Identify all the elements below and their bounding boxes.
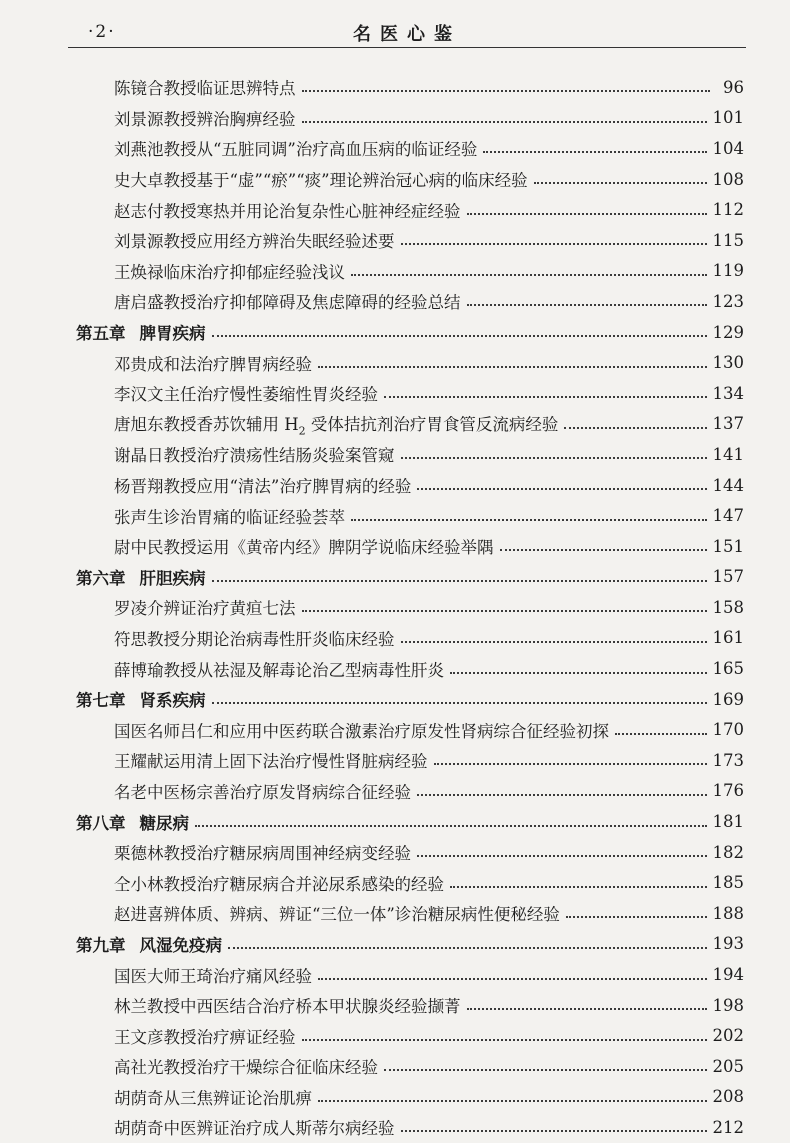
chapter-title: [76, 687, 206, 711]
page-ref: 151: [712, 536, 744, 556]
page-ref: 182: [712, 842, 744, 862]
entry-title: 罗凌介辨证治疗黄疸七法: [114, 599, 296, 619]
entry-title: 史大卓教授基于“虚”“瘀”“痰”理论辨治冠心病的临床经验: [114, 171, 528, 191]
page-ref: 198: [712, 995, 744, 1015]
chapter-number: 第八章: [76, 813, 126, 833]
dot-leader: [195, 825, 707, 827]
dot-leader: [483, 151, 706, 153]
chapter-title: [76, 565, 206, 589]
page-ref: 144: [712, 475, 744, 495]
toc-entry-row: [0, 623, 790, 654]
page-ref: 185: [712, 873, 744, 893]
toc-entry-row: [0, 225, 790, 256]
toc-entry-row: [0, 1051, 790, 1082]
chapter-number: 第五章: [76, 324, 126, 344]
entry-title-subscript: 2: [298, 423, 306, 437]
dot-leader: [302, 121, 707, 123]
dot-leader: [401, 641, 707, 643]
toc-chapter-row: [0, 929, 790, 960]
page-ref: 205: [712, 1056, 744, 1076]
dot-leader: [212, 580, 707, 582]
page-ref: 104: [712, 138, 744, 158]
dot-leader: [566, 916, 707, 918]
page-ref: 123: [712, 291, 744, 311]
chapter-number: 第七章: [76, 691, 126, 711]
entry-title: 邓贵成和法治疗脾胃病经验: [114, 354, 312, 374]
toc-entry-row: [0, 776, 790, 807]
dot-leader: [417, 855, 707, 857]
dot-leader: [467, 1008, 707, 1010]
entry-title: 符思教授分期论治病毒性肝炎临床经验: [114, 629, 395, 649]
page-ref: 173: [712, 750, 744, 770]
toc-entry-row: [0, 1020, 790, 1051]
entry-title: [114, 411, 558, 437]
dot-leader: [318, 978, 707, 980]
page-ref: 169: [712, 689, 744, 709]
entry-title: 国医大师王琦治疗痛风经验: [114, 966, 312, 986]
toc-entry-row: [0, 133, 790, 164]
entry-title: 唐启盛教授治疗抑郁障碍及焦虑障碍的经验总结: [114, 293, 461, 313]
dot-leader: [434, 763, 707, 765]
page-header: [68, 18, 746, 46]
entry-title: 林兰教授中西医结合治疗桥本甲状腺炎经验撷菁: [114, 997, 461, 1017]
toc-entry-row: [0, 500, 790, 531]
page-ref: 112: [712, 200, 744, 220]
entry-title: 胡荫奇中医辨证治疗成人斯蒂尔病经验: [114, 1119, 395, 1139]
dot-leader: [351, 519, 707, 521]
toc-entry-row: [0, 164, 790, 195]
entry-title: 尉中民教授运用《黄帝内经》脾阴学说临床经验举隅: [114, 538, 494, 558]
page-ref: 208: [712, 1087, 744, 1107]
entry-title: 名老中医杨宗善治疗原发肾病综合征经验: [114, 782, 411, 802]
entry-title: 薛博瑜教授从祛湿及解毒论治乙型病毒性肝炎: [114, 660, 444, 680]
chapter-title: [76, 810, 189, 834]
page-ref: 176: [712, 781, 744, 801]
entry-title: 赵进喜辨体质、辨病、辨证“三位一体”诊治糖尿病性便秘经验: [114, 905, 560, 925]
entry-title: 胡荫奇从三焦辨证论治肌痹: [114, 1088, 312, 1108]
entry-title: 刘景源教授应用经方辨治失眠经验述要: [114, 232, 395, 252]
dot-leader: [534, 182, 707, 184]
entry-title: 谢晶日教授治疗溃疡性结肠炎验案管窥: [114, 446, 395, 466]
toc-entry-row: [0, 592, 790, 623]
toc-entry-row: [0, 1082, 790, 1113]
dot-leader: [318, 366, 707, 368]
chapter-number: 第九章: [76, 935, 126, 955]
entry-title: 栗德林教授治疗糖尿病周围神经病变经验: [114, 844, 411, 864]
page-ref: 212: [712, 1117, 744, 1137]
page-ref: 119: [712, 261, 744, 281]
entry-title: 陈镜合教授临证思辨特点: [114, 79, 296, 99]
dot-leader: [302, 90, 711, 92]
page-ref: 157: [712, 567, 744, 587]
toc-chapter-row: [0, 806, 790, 837]
toc-entry-row: [0, 837, 790, 868]
toc-entry-row: [0, 103, 790, 134]
page-ref: 96: [723, 77, 744, 97]
toc-entry-row: [0, 286, 790, 317]
toc-entry-row: [0, 745, 790, 776]
page-ref: 147: [712, 506, 744, 526]
entry-title: 王文彦教授治疗痹证经验: [114, 1027, 296, 1047]
page-ref: 165: [712, 659, 744, 679]
entry-title: 杨晋翔教授应用“清法”治疗脾胃病的经验: [114, 477, 412, 497]
toc-chapter-row: [0, 562, 790, 593]
chapter-name: 脾胃疾病: [139, 324, 206, 344]
page-ref: 130: [712, 353, 744, 373]
dot-leader: [564, 427, 706, 429]
toc-entry-row: [0, 714, 790, 745]
toc-entry-row: [0, 347, 790, 378]
page-ref: 188: [712, 903, 744, 923]
page-ref: 158: [712, 597, 744, 617]
entry-title: 李汉文主任治疗慢性萎缩性胃炎经验: [114, 385, 378, 405]
page-ref: 137: [712, 414, 744, 434]
toc-entry-row: [0, 990, 790, 1021]
dot-leader: [401, 457, 707, 459]
chapter-name: 风湿免疫病: [139, 935, 222, 955]
entry-title: 高社光教授治疗干燥综合征临床经验: [114, 1058, 378, 1078]
toc-entry-row: [0, 378, 790, 409]
page-ref: 115: [712, 230, 744, 250]
page-ref: 170: [712, 720, 744, 740]
chapter-title: [76, 320, 206, 344]
dot-leader: [417, 488, 706, 490]
entry-title: 王耀献运用清上固下法治疗慢性肾脏病经验: [114, 752, 428, 772]
entry-title-part: 受体拮抗剂治疗胃食管反流病经验: [305, 414, 559, 434]
dot-leader: [384, 396, 707, 398]
entry-title: 国医名师吕仁和应用中医药联合激素治疗原发性肾病综合征经验初探: [114, 721, 609, 741]
page-ref: 193: [712, 934, 744, 954]
entry-title: 王焕禄临床治疗抑郁症经验浅议: [114, 262, 345, 282]
toc-entry-row: [0, 867, 790, 898]
toc-entry-row: [0, 409, 790, 440]
toc-chapter-row: [0, 684, 790, 715]
entry-title: 刘景源教授辨治胸痹经验: [114, 109, 296, 129]
chapter-number: 第六章: [76, 568, 126, 588]
dot-leader: [615, 733, 707, 735]
page-ref: 108: [712, 169, 744, 189]
dot-leader: [228, 947, 707, 949]
page-ref: 161: [712, 628, 744, 648]
dot-leader: [302, 1039, 707, 1041]
entry-title: 仝小林教授治疗糖尿病合并泌尿系感染的经验: [114, 874, 444, 894]
entry-title-part: 唐旭东教授香苏饮辅用 H: [114, 414, 299, 434]
page-ref: 134: [712, 383, 744, 403]
page-ref: 194: [712, 965, 744, 985]
page-ref: 141: [712, 444, 744, 464]
toc-entry-row: [0, 470, 790, 501]
toc-entry-row: [0, 1112, 790, 1143]
toc-chapter-row: [0, 317, 790, 348]
dot-leader: [450, 672, 707, 674]
page-ref: 202: [712, 1026, 744, 1046]
dot-leader: [417, 794, 707, 796]
chapter-name: 肝胆疾病: [139, 568, 206, 588]
page-number: ·2·: [88, 22, 116, 42]
toc-entry-row: [0, 959, 790, 990]
chapter-title: [76, 932, 222, 956]
toc-entry-row: [0, 194, 790, 225]
entry-title: 刘燕池教授从“五脏同调”治疗高血压病的临证经验: [114, 140, 478, 160]
table-of-contents: [0, 72, 790, 1143]
header-rule: [68, 47, 746, 48]
entry-title: 赵志付教授寒热并用论治复杂性心脏神经症经验: [114, 201, 461, 221]
dot-leader: [212, 702, 707, 704]
toc-entry-row: [0, 653, 790, 684]
toc-entry-row: [0, 256, 790, 287]
toc-entry-row: [0, 531, 790, 562]
dot-leader: [351, 274, 707, 276]
page-ref: 129: [712, 322, 744, 342]
toc-entry-row: [0, 439, 790, 470]
entry-title: 张声生诊治胃痛的临证经验荟萃: [114, 507, 345, 527]
dot-leader: [467, 304, 707, 306]
chapter-name: 糖尿病: [139, 813, 189, 833]
dot-leader: [450, 886, 707, 888]
dot-leader: [212, 335, 707, 337]
chapter-name: 肾系疾病: [139, 691, 206, 711]
toc-entry-row: [0, 72, 790, 103]
page-ref: 101: [712, 108, 744, 128]
dot-leader: [467, 213, 707, 215]
page-ref: 181: [712, 812, 744, 832]
dot-leader: [401, 1130, 707, 1132]
dot-leader: [500, 549, 707, 551]
dot-leader: [401, 243, 707, 245]
dot-leader: [384, 1069, 707, 1071]
running-title: 名医心鉴: [353, 24, 461, 45]
dot-leader: [302, 610, 707, 612]
toc-entry-row: [0, 898, 790, 929]
dot-leader: [318, 1100, 707, 1102]
